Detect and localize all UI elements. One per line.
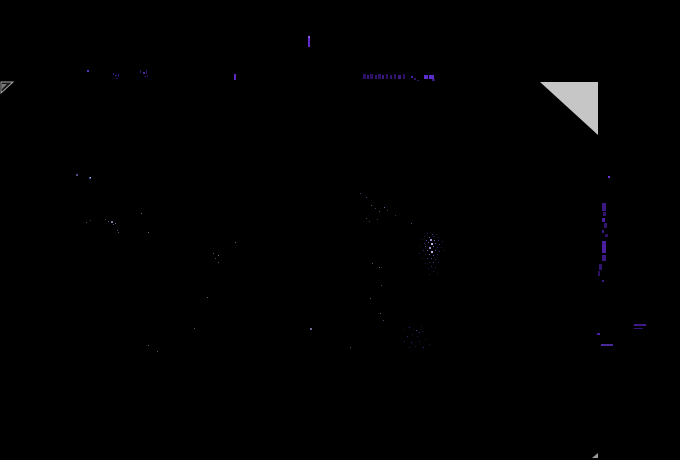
star-cluster-large <box>432 234 433 235</box>
star-cluster-large <box>429 237 430 238</box>
hud-glyph <box>602 255 606 261</box>
hud-glyph <box>608 176 610 178</box>
star-cluster-large <box>435 267 436 268</box>
hud-glyph <box>363 74 366 79</box>
hud-glyph <box>411 76 413 78</box>
hud-glyph <box>603 212 606 216</box>
star-cluster-large <box>427 250 428 251</box>
star-cluster-large <box>428 242 429 243</box>
star-cluster-small <box>419 332 420 333</box>
star-cluster-large <box>427 233 428 234</box>
star-cluster-large <box>422 239 423 240</box>
star-cluster-large <box>426 240 427 241</box>
star-cluster-large <box>427 258 428 259</box>
star-cluster-small <box>412 334 413 335</box>
star-cluster-large <box>437 254 438 255</box>
star <box>218 255 219 256</box>
hud-glyph <box>140 70 141 73</box>
star-cluster-large <box>433 246 434 247</box>
star-cluster-small <box>411 342 412 343</box>
star-cluster-large <box>425 246 426 247</box>
star <box>377 219 378 220</box>
hud-glyph <box>602 218 605 222</box>
star <box>148 345 149 346</box>
star-cluster-large <box>423 250 424 251</box>
star <box>148 232 149 233</box>
hud-glyph <box>634 328 643 329</box>
hud-glyph <box>118 74 119 77</box>
star-cluster-large <box>429 262 430 263</box>
star <box>375 208 376 209</box>
text-caret <box>308 36 310 47</box>
corner-wedge <box>540 82 598 135</box>
hud-glyph <box>597 333 600 335</box>
star <box>89 177 91 179</box>
star-cluster-large <box>431 251 433 253</box>
hud-glyph <box>602 241 606 253</box>
star <box>379 211 380 212</box>
hud-glyph <box>599 264 602 270</box>
star <box>360 193 361 194</box>
star-cluster-small <box>421 326 422 327</box>
star-cluster-large <box>439 251 440 252</box>
hud-glyph <box>424 75 428 79</box>
star <box>157 351 158 352</box>
hud-glyph <box>386 74 388 79</box>
star-cluster-large <box>435 250 436 251</box>
star-cluster-large <box>439 244 440 245</box>
star <box>215 258 216 259</box>
hud-glyph <box>602 230 604 233</box>
star <box>113 224 114 225</box>
hud-glyph <box>598 271 600 276</box>
star <box>384 207 385 208</box>
star <box>76 174 78 176</box>
star <box>118 232 119 233</box>
star <box>380 313 381 314</box>
star <box>86 222 87 223</box>
star-cluster-large <box>433 262 434 263</box>
star <box>369 221 370 222</box>
star-cluster-small <box>429 344 430 345</box>
hud-glyph <box>146 70 147 74</box>
hud-glyph <box>403 74 405 79</box>
star-cluster-large <box>442 241 443 242</box>
star-cluster-large <box>438 240 439 241</box>
star-cluster-small <box>415 346 416 347</box>
hud-glyph <box>605 234 608 237</box>
star-cluster-large <box>424 243 425 244</box>
star-cluster-small <box>423 347 424 348</box>
hud-glyph <box>115 75 117 76</box>
star <box>366 197 367 198</box>
star <box>371 205 372 206</box>
star-cluster-small <box>404 341 405 342</box>
star <box>310 328 312 330</box>
star-cluster-large <box>433 271 434 272</box>
text-caret-tip <box>308 36 310 38</box>
hud-glyph <box>147 75 148 77</box>
star-cluster-large <box>422 258 423 259</box>
star-cluster-large <box>433 255 434 256</box>
star-cluster-large <box>435 243 436 244</box>
hud-glyph <box>370 74 373 79</box>
star-cluster-large <box>424 236 425 237</box>
hud-glyph <box>144 76 146 77</box>
star <box>372 263 373 264</box>
flag-triangle-icon <box>1 82 13 93</box>
hud-glyph <box>602 280 604 282</box>
flag-triangle-inner <box>2 84 7 89</box>
hud-glyph <box>382 75 384 79</box>
star <box>111 221 113 223</box>
hud-glyph <box>601 344 613 346</box>
star <box>411 223 412 224</box>
star <box>108 221 109 222</box>
star <box>366 218 367 219</box>
hud-glyph <box>390 75 392 79</box>
star <box>117 230 118 231</box>
hud-glyph <box>414 78 416 80</box>
star-cluster-small <box>416 330 417 331</box>
star-cluster-large <box>441 247 442 248</box>
hud-glyph <box>375 75 377 79</box>
hud-glyph <box>87 70 89 72</box>
hud-glyph <box>378 74 381 79</box>
star-cluster-large <box>429 254 430 255</box>
star <box>90 220 91 221</box>
star-cluster-large <box>437 273 438 274</box>
star-cluster-small <box>409 327 410 328</box>
hud-glyph <box>429 75 434 79</box>
star <box>213 253 214 254</box>
star <box>235 242 236 243</box>
star <box>218 262 219 263</box>
hud-glyph <box>367 75 369 79</box>
star-cluster-large <box>425 254 426 255</box>
star-cluster-small <box>425 339 426 340</box>
star-cluster-large <box>425 263 426 264</box>
star-cluster-small <box>407 336 408 337</box>
star-cluster-small <box>404 329 405 330</box>
star-cluster-large <box>429 247 431 249</box>
star-cluster-large <box>429 274 430 275</box>
star <box>115 223 116 224</box>
hud-glyph <box>432 79 435 81</box>
hud-glyph <box>604 223 607 228</box>
star-cluster-large <box>435 259 436 260</box>
hud-glyph <box>116 78 118 79</box>
star <box>350 347 351 348</box>
hud-glyph <box>234 74 236 80</box>
star-cluster-small <box>419 341 420 342</box>
star <box>381 285 382 286</box>
star <box>383 320 384 321</box>
star-cluster-large <box>437 247 438 248</box>
star-cluster-large <box>428 268 429 269</box>
star <box>370 298 371 299</box>
star <box>379 267 380 268</box>
star-cluster-large <box>438 237 439 238</box>
star <box>141 213 142 214</box>
star <box>395 215 396 216</box>
star-cluster-large <box>434 240 435 241</box>
hud-glyph <box>143 72 145 74</box>
star-cluster-large <box>431 243 433 245</box>
hud-glyph <box>634 324 646 326</box>
star-cluster-large <box>419 253 420 254</box>
star-cluster-small <box>409 347 410 348</box>
star-cluster-small <box>413 329 414 330</box>
star-cluster-large <box>433 236 434 237</box>
hud-glyph <box>113 73 114 75</box>
hud-glyph <box>394 74 396 79</box>
star-cluster-small <box>422 331 423 332</box>
star-cluster-large <box>430 239 432 241</box>
star <box>194 328 195 329</box>
star-cluster-large <box>431 266 432 267</box>
hud-glyph <box>417 80 419 81</box>
star-cluster-large <box>420 246 421 247</box>
hud-glyph <box>398 75 401 79</box>
hud-glyph <box>602 203 606 211</box>
star-cluster-large <box>444 250 445 251</box>
star-cluster-large <box>436 234 437 235</box>
resize-grip-icon <box>592 453 598 458</box>
star <box>387 210 388 211</box>
star-cluster-large <box>438 262 439 263</box>
star <box>90 177 91 178</box>
star-cluster-small <box>417 336 418 337</box>
star <box>207 297 208 298</box>
star <box>105 219 106 220</box>
star-cluster-large <box>431 258 432 259</box>
